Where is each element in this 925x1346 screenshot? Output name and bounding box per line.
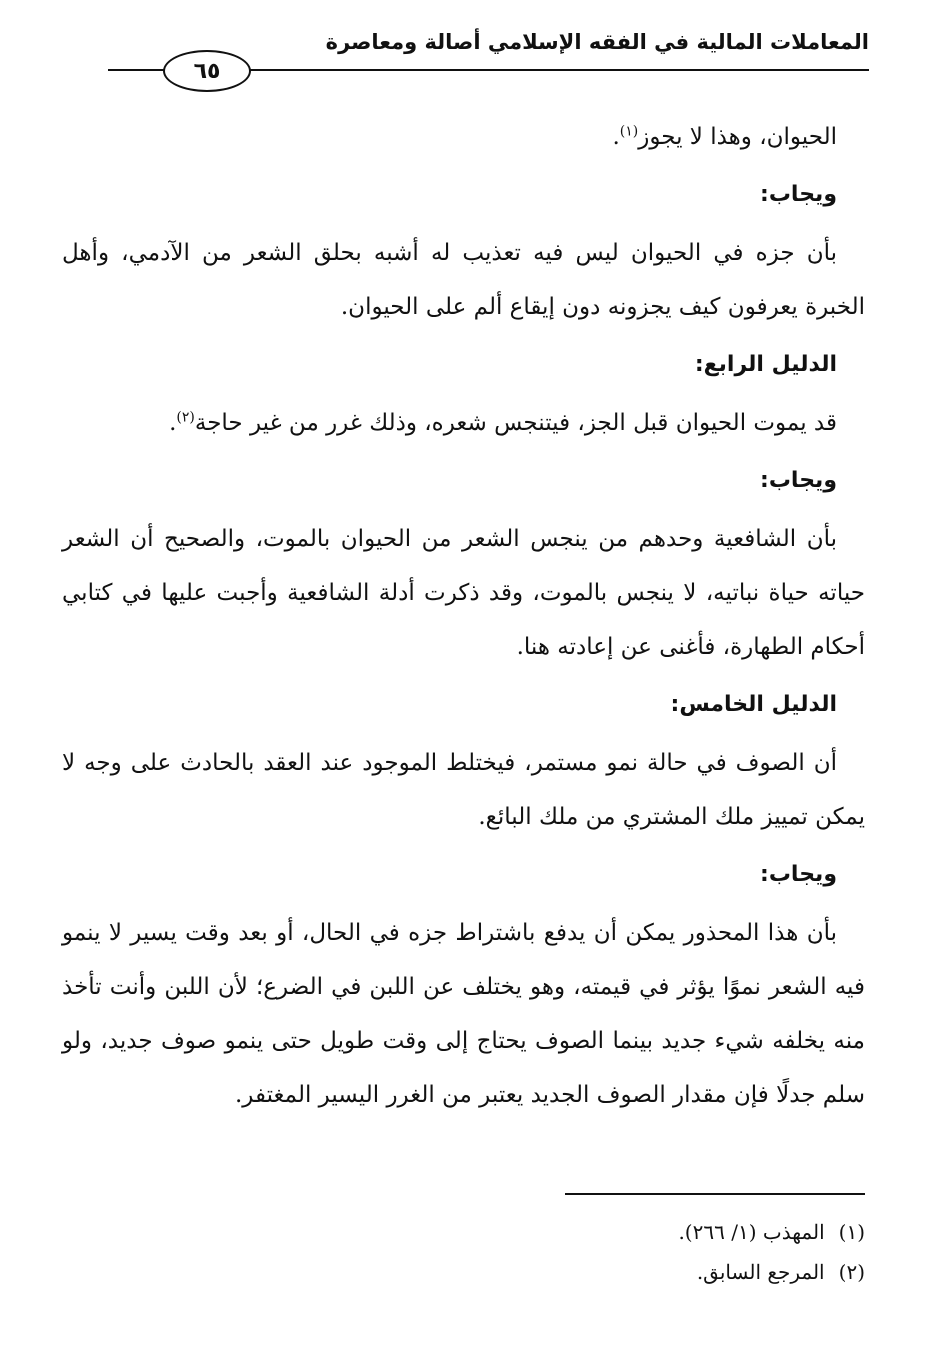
paragraph-1-end: . [612, 124, 620, 150]
paragraph-3-end: . [169, 410, 177, 436]
footnote-1-number: (١) [838, 1220, 865, 1244]
heading-reply-2: ويجاب: [760, 468, 837, 493]
heading-fourth-evidence: الدليل الرابع: [694, 352, 837, 377]
footnote-separator [565, 1193, 865, 1195]
paragraph-2: بأن جزه في الحيوان ليس فيه تعذيب له أشبه بحلق الشعر من الآدمي، وأهل الخبرة يعرفون كيف يجزونه دون إيقاع ألم على الحيوان. [62, 240, 865, 320]
footnote-2-number: (٢) [838, 1260, 865, 1284]
page-number: ٦٥ [163, 50, 251, 92]
footnote-2-text: المرجع السابق. [696, 1260, 825, 1284]
body-text [62, 110, 865, 1126]
footnote-1-text: المهذب (١/ ٢٦٦). [678, 1220, 825, 1244]
paragraph-1 [62, 110, 865, 164]
footnote-1 [678, 1212, 865, 1252]
heading-reply-1: ويجاب: [760, 182, 837, 207]
paragraph-1-text: الحيوان، وهذا لا يجوز [638, 124, 837, 150]
footnote-ref-2: (٢) [176, 409, 195, 426]
heading-fifth-evidence: الدليل الخامس: [670, 692, 837, 717]
running-title: المعاملات المالية في الفقه الإسلامي أصالة ومعاصرة [325, 30, 869, 54]
heading-reply-3: ويجاب: [760, 862, 837, 887]
paragraph-3 [62, 396, 865, 450]
footnote-2 [678, 1252, 865, 1292]
footnotes [678, 1212, 865, 1292]
paragraph-6: بأن هذا المحذور يمكن أن يدفع باشتراط جزه في الحال، أو بعد وقت يسير لا ينمو فيه الشعر نموًا يؤثر في قيمته، وهو يختلف عن اللبن في الضرع؛ لأن اللبن وأنت تأخذ منه يخلفه شيء جديد بينما الصوف يحتاج إلى وقت طويل حتى ينمو صوف جديد، ولو سلم جدلًا فإن مقدار الصوف الجديد يعتبر من الغرر اليسير المغتفر. [62, 920, 865, 1108]
paragraph-4: بأن الشافعية وحدهم من ينجس الشعر من الحيوان بالموت، والصحيح أن الشعر حياته حياة نباتيه، لا ينجس بالموت، وقد ذكرت أدلة الشافعية وأجبت عليها في كتابي أحكام الطهارة، فأغنى عن إعادته هنا. [62, 526, 865, 660]
paragraph-5: أن الصوف في حالة نمو مستمر، فيختلط الموجود عند العقد بالحادث على وجه لا يمكن تمييز ملك المشتري من ملك البائع. [62, 750, 865, 830]
footnote-ref-1: (١) [619, 123, 639, 140]
paragraph-3-text: قد يموت الحيوان قبل الجز، فيتنجس شعره، وذلك غرر من غير حاجة [194, 410, 837, 436]
